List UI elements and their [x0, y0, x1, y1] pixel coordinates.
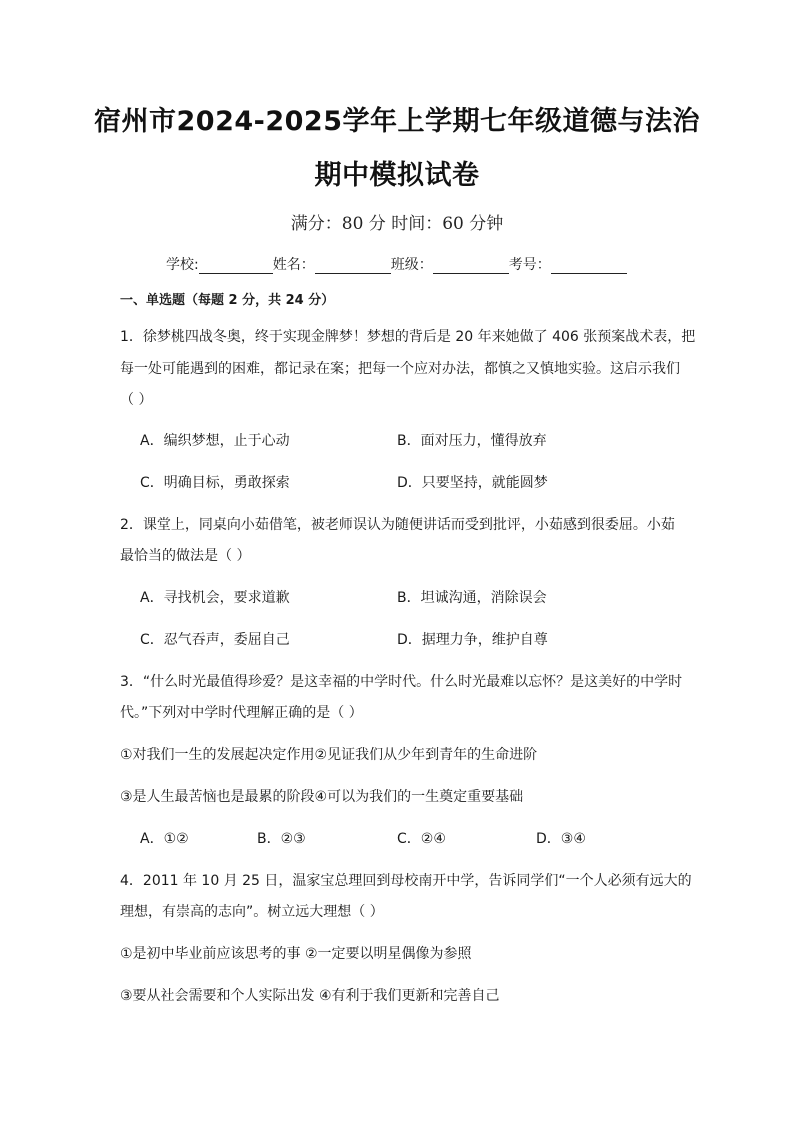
question-4-line-2: 理想，有崇高的志向”。树立远大理想（ ）: [120, 904, 384, 920]
question-4-line-1: 4．2011 年 10 月 25 日，温家宝总理回到母校南开中学，告诉同学们“一个人必须有远大的: [120, 873, 692, 889]
school-label: 学校:: [166, 257, 199, 273]
section-title: 一、单选题（每题 2 分，共 24 分）: [120, 293, 335, 308]
class-label: 班级：: [390, 257, 433, 273]
question-3-statement-1-2: ①对我们一生的发展起决定作用②见证我们从少年到青年的生命进阶: [120, 747, 538, 763]
question-3-option-b[interactable]: B．②③: [257, 831, 306, 847]
question-2-line-2: 最恰当的做法是（ ）: [120, 548, 251, 564]
question-1-line-1: 1．徐梦桃四战冬奥，终于实现金牌梦！梦想的背后是 20 年来她做了 406 张预案战术表，把: [120, 329, 696, 345]
question-3-line-1: 3．“什么时光最值得珍爱？是这幸福的中学时代。什么时光最难以忘怀？是这美好的中学时: [120, 674, 683, 690]
question-3-option-d[interactable]: D．③④: [536, 831, 586, 847]
class-blank[interactable]: [433, 257, 509, 274]
question-1-line-2: 每一处可能遇到的困难，都记录在案；把每一个应对办法，都慎之又慎地实验。这启示我们: [120, 361, 680, 377]
exam-number-blank[interactable]: [551, 257, 627, 274]
exam-title-line1: 宿州市2024-2025学年上学期七年级道德与法治: [94, 106, 700, 137]
exam-number-label: 考号：: [508, 257, 551, 273]
question-3-option-a[interactable]: A．①②: [140, 831, 189, 847]
exam-title-line2: 期中模拟试卷: [314, 160, 480, 191]
student-info-row: [166, 254, 646, 274]
question-1-option-c[interactable]: C．明确目标，勇敢探索: [140, 475, 290, 491]
question-3-line-2: 代。”下列对中学时代理解正确的是（ ）: [120, 705, 363, 721]
question-1-option-b[interactable]: B．面对压力，懂得放弃: [397, 433, 547, 449]
score-time-info: 满分：80 分 时间：60 分钟: [290, 214, 504, 234]
question-4-statement-3-4: ③要从社会需要和个人实际出发 ④有利于我们更新和完善自己: [120, 988, 500, 1004]
question-2-option-a[interactable]: A．寻找机会，要求道歉: [140, 590, 290, 606]
question-3-statement-3-4: ③是人生最苦恼也是最累的阶段④可以为我们的一生奠定重要基础: [120, 789, 524, 805]
question-2-option-d[interactable]: D．据理力争，维护自尊: [397, 632, 548, 648]
question-1-line-3: （ ）: [120, 392, 153, 408]
question-4-statement-1-2: ①是初中毕业前应该思考的事 ②一定要以明星偶像为参照: [120, 946, 472, 962]
school-blank[interactable]: [199, 257, 273, 274]
question-2-line-1: 2．课堂上，同桌向小茹借笔，被老师误认为随便讲话而受到批评，小茹感到很委屈。小茹: [120, 517, 675, 533]
question-2-option-c[interactable]: C．忍气吞声，委屈自己: [140, 632, 290, 648]
name-label: 姓名：: [272, 257, 315, 273]
question-1-option-d[interactable]: D．只要坚持，就能圆梦: [397, 475, 548, 491]
question-1-option-a[interactable]: A．编织梦想，止于心动: [140, 433, 290, 449]
name-blank[interactable]: [315, 257, 391, 274]
question-2-option-b[interactable]: B．坦诚沟通，消除误会: [397, 590, 547, 606]
question-3-option-c[interactable]: C．②④: [397, 831, 446, 847]
